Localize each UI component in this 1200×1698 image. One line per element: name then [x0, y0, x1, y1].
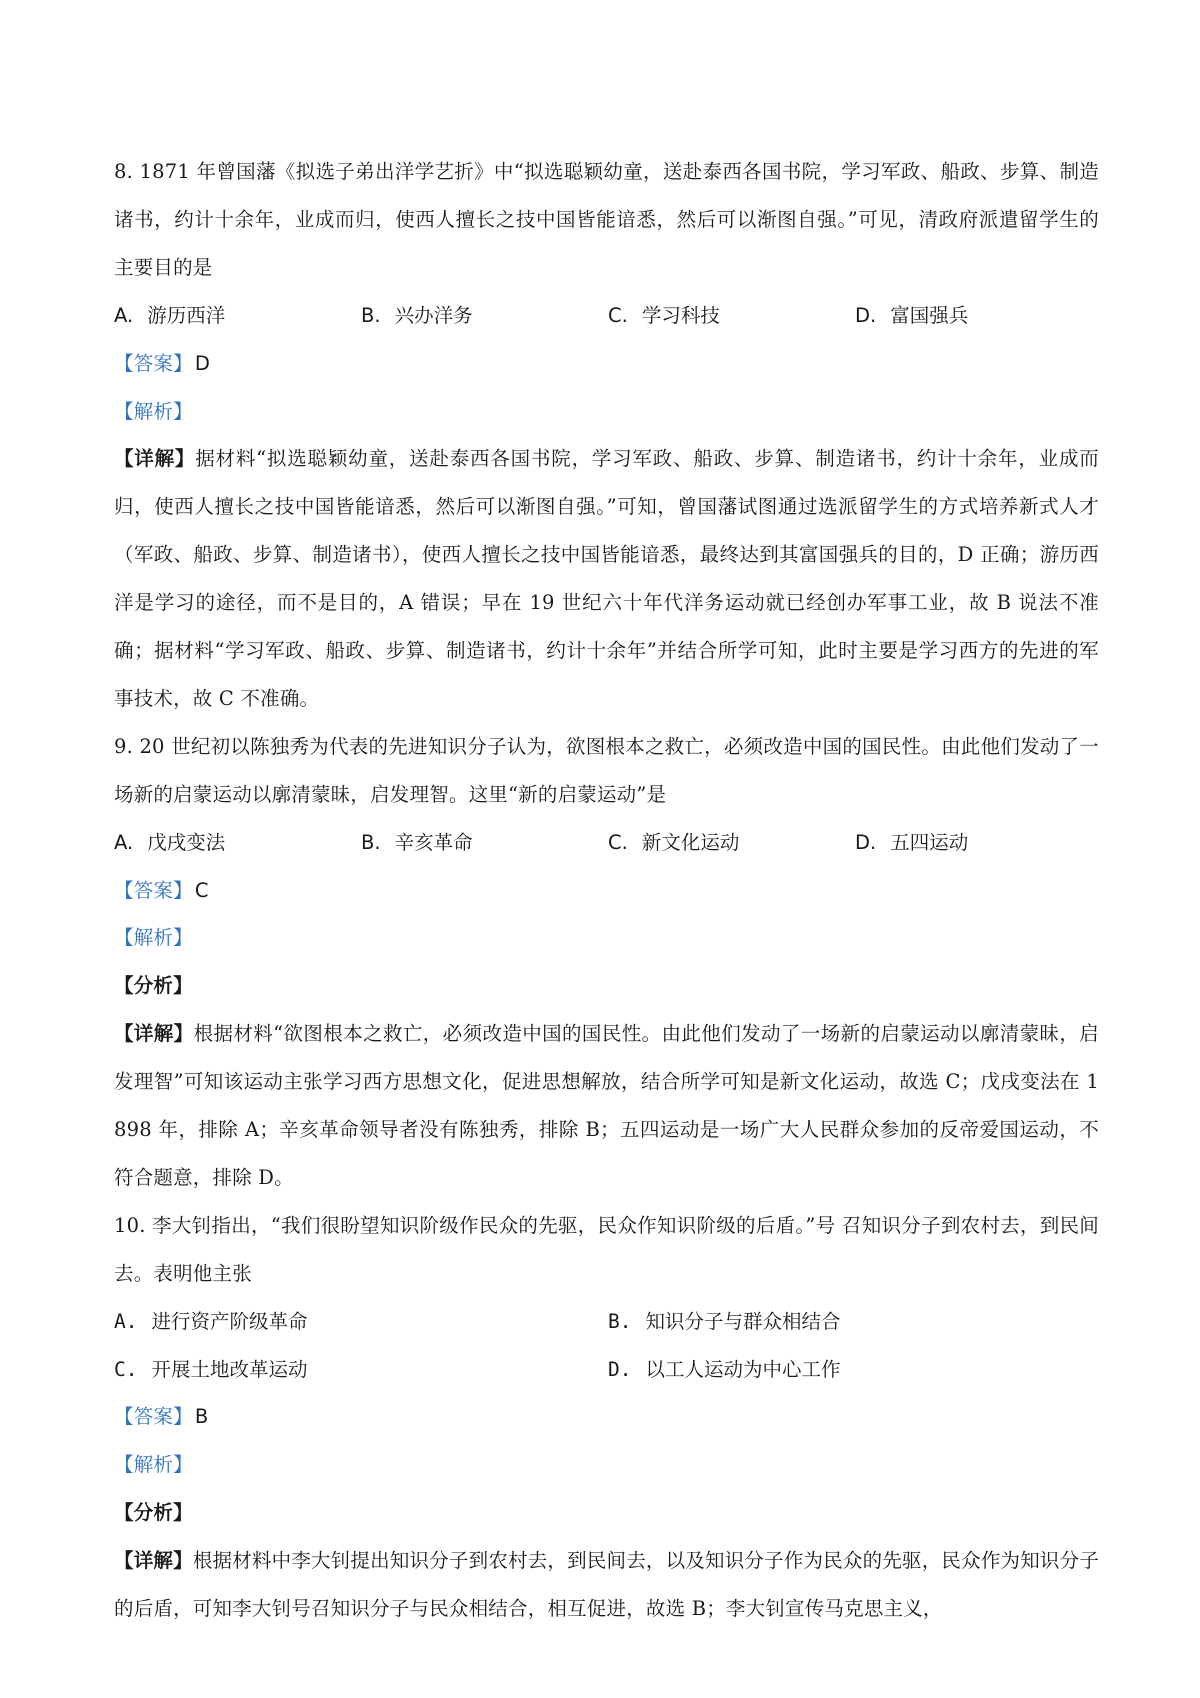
- option-a: A. 戊戌变法: [114, 830, 226, 854]
- answer-line: [114, 1393, 1099, 1441]
- question-stem: 9. 20 世纪初以陈独秀为代表的先进知识分子认为，欲图根本之救亡，必须改造中国的国民性。由此他们发动了一场新的启蒙运动以廓清蒙昧，启发理智。这里“新的启蒙运动”是: [114, 734, 1099, 806]
- options-row: [114, 1346, 1099, 1394]
- option-d: D. 富国强兵: [855, 303, 969, 327]
- answer-tag: 【答案】: [114, 878, 193, 902]
- answer-line: [114, 340, 1099, 388]
- answer-tag: 【答案】: [114, 351, 193, 375]
- option-b: B. 辛亥革命: [361, 830, 473, 854]
- option-c: C. 学习科技: [608, 303, 720, 327]
- answer-tag: 【答案】: [114, 1405, 193, 1429]
- exam-page: [114, 148, 1099, 1633]
- analysis-tag: 【解析】: [114, 1453, 193, 1477]
- detail-text: 根据材料中李大钊提出知识分子到农村去，到民间去，以及知识分子作为民众的先驱，民众作为知识分子的后盾，可知李大钊号召知识分子与民众相结合，相互促进，故选 B；李大钊宣传马克思主义，: [114, 1549, 1100, 1620]
- option-d: D. 以工人运动为中心工作: [608, 1357, 841, 1381]
- option-b: B. 知识分子与群众相结合: [608, 1309, 841, 1333]
- question-stem: 10. 李大钊指出，“我们很盼望知识阶级作民众的先驱，民众作知识阶级的后盾。”号 召知识分子到农村去，到民间去。表明他主张: [114, 1213, 1099, 1285]
- detail-tag: 【详解】: [114, 1549, 193, 1573]
- detail-text: 据材料“拟选聪颖幼童，送赴泰西各国书院，学习军政、船政、步算、制造诸书，约计十余年，业成而归，使西人擅长之技中国皆能谙悉，然后可以渐图自强。”可知，曾国藩试图通过选派留学生的方式培养新式人才（军政、船政、步算、制造诸书），使西人擅长之技中国皆能谙悉，最终达到其富国强兵的目的，D 正确；游历西洋是学习的途径，而不是目的，A 错误；早在 19 世纪六十年代洋务运动就已经创办军事工业，故 B 说法不准确；据材料“学习军政、船政、步算、制造诸书，约计十余年”并结合所学可知，此时主要是学习西方的先进的军事技术，故 C 不准确。: [114, 447, 1099, 710]
- option-d: D. 五四运动: [855, 830, 969, 854]
- detail-tag: 【详解】: [114, 1022, 194, 1046]
- analysis-tag: 【解析】: [114, 399, 193, 423]
- answer-line: [114, 867, 1099, 915]
- option-b: B. 兴办洋务: [361, 303, 473, 327]
- analysis-line: [114, 388, 1099, 436]
- analysis-line: [114, 914, 1099, 962]
- detail-paragraph: [114, 1010, 1099, 1202]
- detail-paragraph: [114, 1537, 1099, 1633]
- detail-paragraph: [114, 435, 1099, 722]
- answer-value: D: [194, 351, 211, 375]
- detail-text: 根据材料“欲图根本之救亡，必须改造中国的国民性。由此他们发动了一场新的启蒙运动以廓清蒙昧，启发理智”可知该运动主张学习西方思想文化，促进思想解放，结合所学可知是新文化运动，故选 C；戊戌变法在 1898 年，排除 A；辛亥革命领导者没有陈独秀，排除 B；五四运动是一场广大人民群众参加的反帝爱国运动，不符合题意，排除 D。: [114, 1022, 1099, 1189]
- options-row: [114, 292, 1099, 340]
- fenxi-tag: 【分析】: [114, 1501, 193, 1525]
- fenxi-tag: 【分析】: [114, 974, 193, 998]
- option-c: C. 开展土地改革运动: [114, 1357, 308, 1381]
- fenxi-line: [114, 1489, 1099, 1537]
- question-stem: 8. 1871 年曾国藩《拟选子弟出洋学艺折》中“拟选聪颖幼童，送赴泰西各国书院，学习军政、船政、步算、制造诸书，约计十余年，业成而归，使西人擅长之技中国皆能谙悉，然后可以渐图自强。”可见，清政府派遣留学生的主要目的是: [114, 160, 1099, 279]
- answer-value: B: [194, 1405, 209, 1429]
- options-row: [114, 1298, 1099, 1346]
- analysis-tag: 【解析】: [114, 926, 193, 950]
- question-9: [114, 723, 1099, 1202]
- detail-tag: 【详解】: [114, 447, 196, 471]
- fenxi-line: [114, 962, 1099, 1010]
- answer-value: C: [194, 878, 209, 902]
- analysis-line: [114, 1441, 1099, 1489]
- option-c: C. 新文化运动: [608, 830, 740, 854]
- option-a: A. 进行资产阶级革命: [114, 1309, 308, 1333]
- question-10: [114, 1202, 1099, 1633]
- option-a: A. 游历西洋: [114, 303, 226, 327]
- question-8: [114, 148, 1099, 723]
- options-row: [114, 819, 1099, 867]
